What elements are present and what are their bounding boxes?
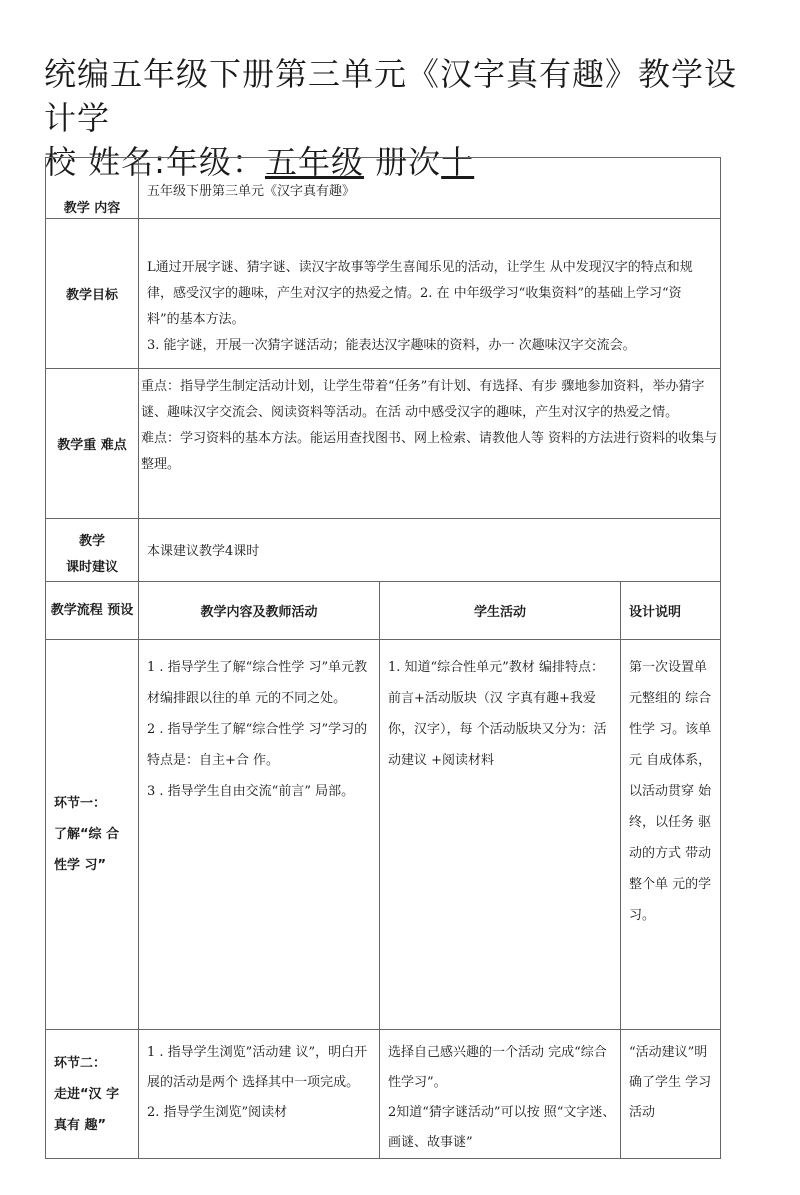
- stage-1-label-line-2: 了解“综 合: [54, 827, 120, 842]
- row-key-points: [46, 369, 721, 519]
- stage-2-teacher-item: 1 . 指导学生浏览”活动建 议”，明白开展的活动是两个 选择其中一项完成。: [147, 1045, 368, 1090]
- stage-1-teacher-item: 2 . 指导学生了解“综合性学 习”学习的特点是：自主+合 作。: [147, 722, 368, 768]
- title-prefix: 校 姓名:年级：: [44, 143, 265, 181]
- stage-1-label: [46, 640, 139, 1030]
- row-stage-2: [46, 1030, 721, 1159]
- stage-1-teacher-activity: [139, 640, 380, 1030]
- key-points-text: [139, 369, 721, 519]
- stage-2-label-line-2: 走进“汉 字: [54, 1086, 120, 1102]
- header-teacher-activity: 教学内容及教师活动: [139, 582, 380, 640]
- volume-value: 十: [441, 143, 475, 181]
- stage-2-design-notes: “活动建议”明 确了学生 学习活动: [621, 1030, 721, 1159]
- objectives-paragraph-1: L通过开展字谜、猜字谜、读汉字故事等学生喜闻乐见的活动，让学生 从中发现汉字的特点和规律，感受汉字的趣味，产生对汉字的热爱之情。2. 在 中年级学习“收集资料”的基础上学习“资料”的基本方法。: [147, 260, 693, 327]
- objectives-text: [139, 219, 721, 369]
- header-design-notes: 设计说明: [621, 582, 721, 640]
- stage-1-student-activity: 1. 知道“综合性单元”教材 编排特点：前言+活动版块（汉 字真有趣+我爱你，汉字），每 个活动版块又分为：活动建议 +阅读材料: [380, 640, 621, 1030]
- label-hours-line-1: 教学: [78, 534, 105, 549]
- row-stage-1: [46, 640, 721, 1030]
- stage-1-label-line-1: 环节一：: [54, 796, 107, 811]
- teaching-content-text: 五年级下册第三单元《汉字真有趣》: [139, 158, 721, 219]
- row-hours: [46, 519, 721, 582]
- label-objectives: 教学目标: [46, 219, 139, 369]
- row-teaching-content: [46, 158, 721, 219]
- lesson-plan-table: [45, 157, 721, 1159]
- stage-2-teacher-activity: [139, 1030, 380, 1159]
- stage-2-label-line-1: 环节二：: [54, 1055, 107, 1071]
- header-stage: 教学流程 预设: [46, 582, 139, 640]
- stage-2-student-item: 选择自己感兴趣的一个活动 完成“综合性学习”。: [388, 1045, 607, 1090]
- grade-value: 五年级: [264, 143, 364, 181]
- title-line-1: 统编五年级下册第三单元《汉字真有趣》教学设计学: [44, 55, 738, 137]
- stage-1-design-notes: 第一次设置单 元整组的 综合性学 习。该单元 自成体系， 以活动贯穿 始终，以任务 驱动的方式 带动整个单 元的学习。: [621, 640, 721, 1030]
- volume-label: 册次: [363, 143, 442, 181]
- stage-1-teacher-item: 1 . 指导学生了解“综合性学 习”单元教材编排跟以往的单 元的不同之处。: [147, 660, 368, 706]
- stage-2-label-line-3: 真有 趣”: [54, 1117, 107, 1133]
- key-points-focus: 重点：指导学生制定活动计划，让学生带着“任务”有计划、有选择、有步 骤地参加资料，举办猜字谜、趣味汉字交流会、阅读资料等活动。在活 动中感受汉字的趣味，产生对汉字的热爱之情。: [141, 379, 705, 420]
- label-hours: [46, 519, 139, 582]
- stage-1-label-line-3: 性学 习”: [54, 858, 107, 873]
- stage-1-teacher-item: 3 . 指导学生自由交流“前言” 局部。: [147, 784, 355, 799]
- header-student-activity: 学生活动: [380, 582, 621, 640]
- label-key-points: 教学重 难点: [46, 369, 139, 519]
- hours-text: 本课建议教学4课时: [139, 519, 721, 582]
- stage-2-student-activity: [380, 1030, 621, 1159]
- label-teaching-content: 教学 内容: [46, 158, 139, 219]
- key-points-difficulty: 难点：学习资料的基本方法。能运用查找图书、网上检索、请教他人等 资料的方法进行资料的收集与整理。: [141, 431, 718, 472]
- label-hours-line-2: 课时建议: [65, 560, 118, 575]
- stage-2-label: [46, 1030, 139, 1159]
- row-objectives: [46, 219, 721, 369]
- stage-2-student-item: 2知道“猜字谜活动”可以按 照“文字迷、画谜、故事谜”: [388, 1105, 616, 1150]
- objectives-paragraph-2: 3. 能字谜，开展一次猜字谜活动；能表达汉字趣味的资料，办一 次趣味汉字交流会。: [147, 338, 636, 353]
- stage-2-teacher-item: 2. 指导学生浏览”阅读材: [147, 1105, 288, 1120]
- row-flow-header: [46, 582, 721, 640]
